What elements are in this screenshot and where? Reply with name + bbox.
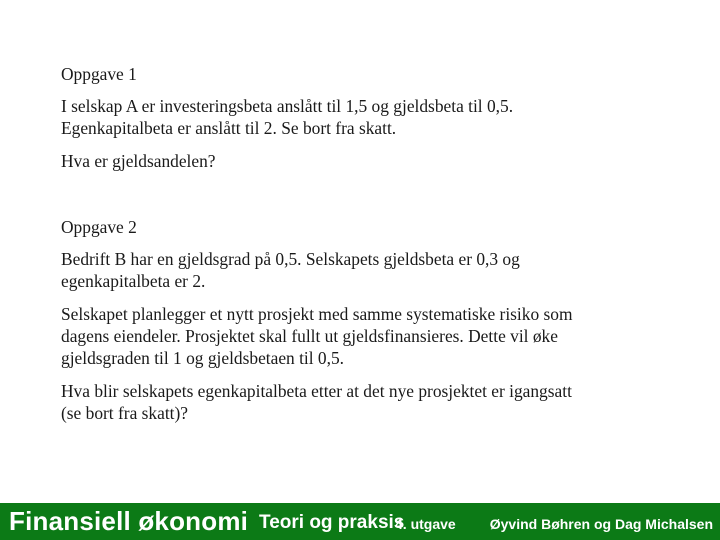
task1-heading: Oppgave 1: [61, 64, 137, 84]
task2-heading: Oppgave 2: [61, 217, 137, 237]
task2-paragraph-2: Selskapet planlegger et nytt prosjekt med samme systematiske risiko som dagens eiendeler. Prosjektet skal fullt ut gjeldsfinansieres. Dette vil øke gjeldsgraden til 1 og gjeldsbetaen til 0,5.: [61, 304, 573, 368]
footer-edition: 4. utgave: [395, 516, 456, 532]
slide-content: [61, 63, 661, 424]
footer-brand: Finansiell økonomi: [9, 506, 249, 536]
task1-paragraph-1: I selskap A er investeringsbeta anslått til 1,5 og gjeldsbeta til 0,5. Egenkapitalbeta er anslått til 2. Se bort fra skatt.: [61, 96, 514, 138]
task2-paragraph-1: Bedrift B har en gjeldsgrad på 0,5. Selskapets gjeldsbeta er 0,3 og egenkapitalbeta er 2.: [61, 249, 520, 291]
task1-question: Hva er gjeldsandelen?: [61, 151, 216, 171]
footer-authors: Øyvind Bøhren og Dag Michalsen: [489, 516, 713, 532]
task2-question: Hva blir selskapets egenkapitalbeta etter at det nye prosjektet er igangsatt (se bort fra skatt)?: [61, 381, 572, 423]
footer-banner: [0, 503, 720, 540]
footer-subtitle: Teori og praksis: [259, 512, 405, 533]
